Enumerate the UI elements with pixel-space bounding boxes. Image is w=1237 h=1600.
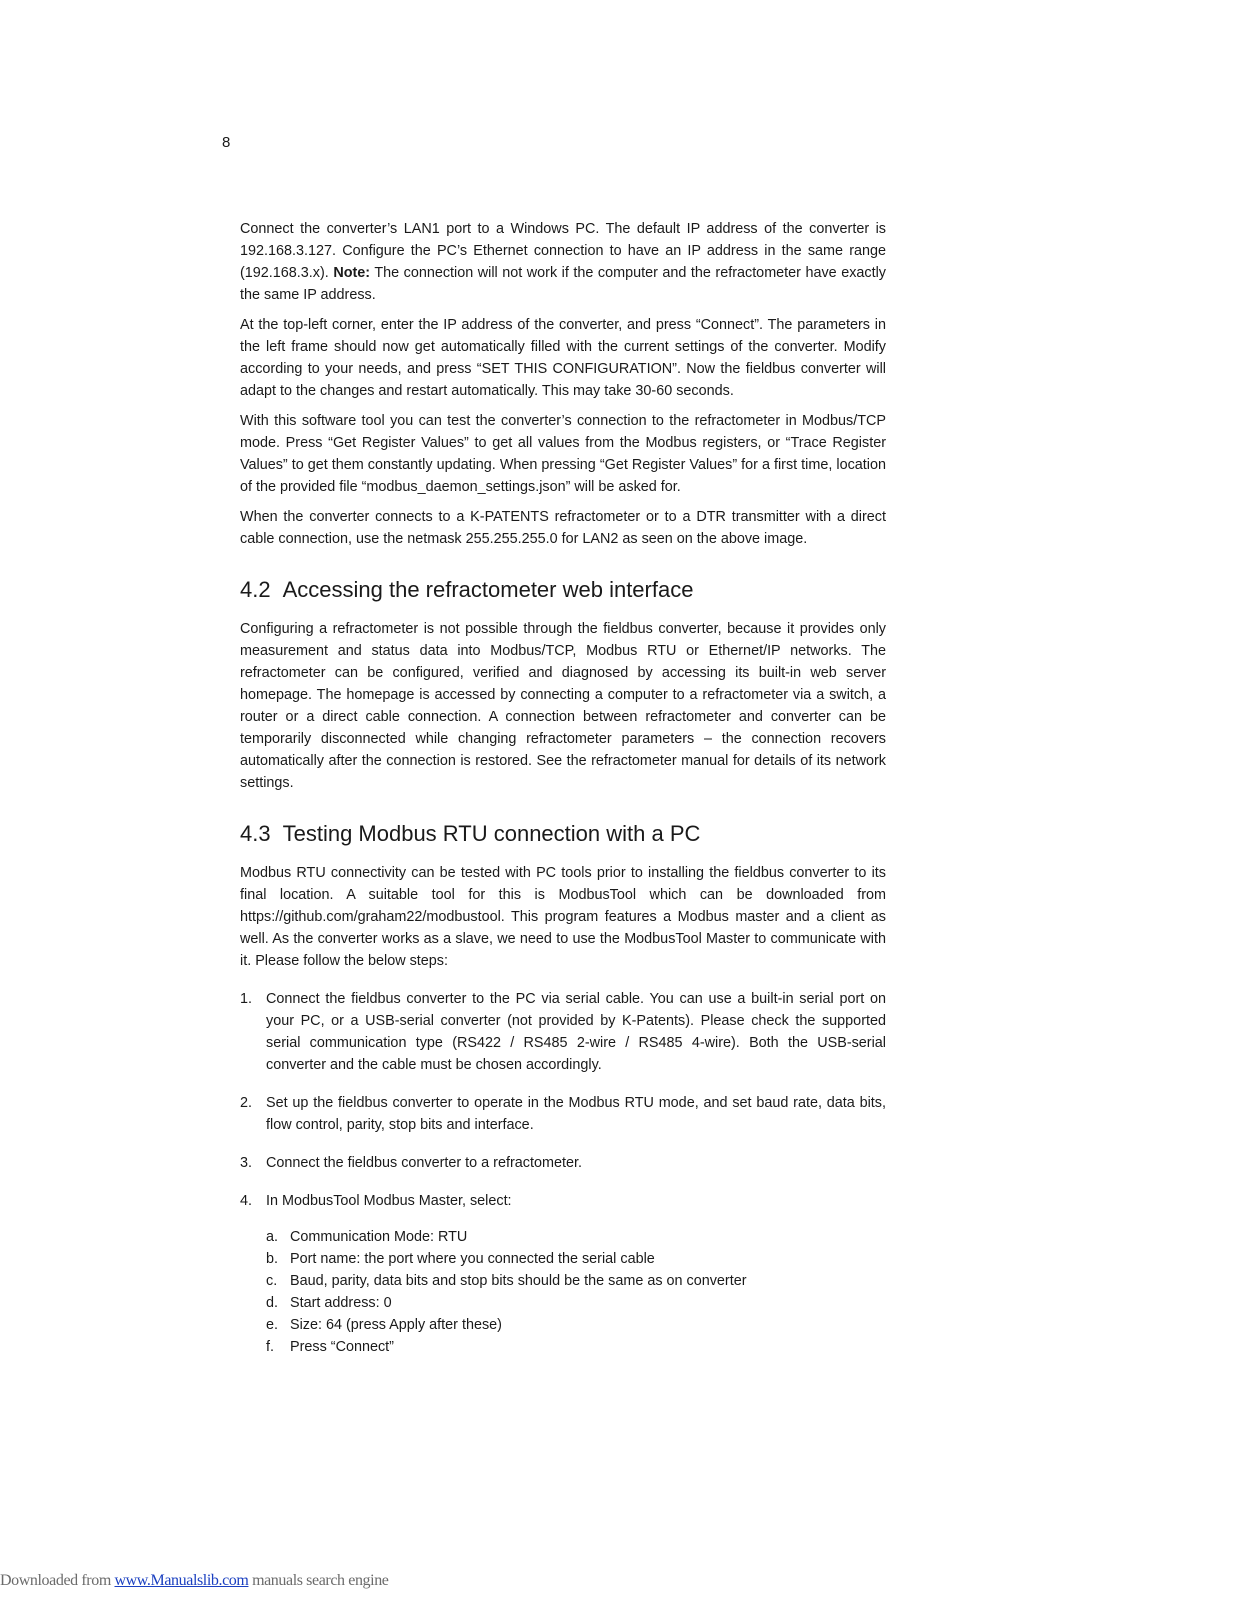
section-number: 4.3	[240, 821, 271, 846]
step-number: 4.	[240, 1193, 253, 1209]
manualslib-link[interactable]: www.Manualslib.com	[114, 1572, 249, 1589]
substep-text: Port name: the port where you connected the serial cable	[290, 1251, 655, 1267]
substep-letter: d.	[266, 1295, 279, 1311]
substep-text: Size: 64 (press Apply after these)	[290, 1317, 502, 1333]
paragraph-connect-lan1	[240, 218, 886, 306]
list-item	[266, 1336, 886, 1358]
list-item	[240, 1190, 886, 1358]
paragraph-netmask: When the converter connects to a K-PATENTS refractometer or to a DTR transmitter with a direct cable connection, use the netmask 255.255.255.0 for LAN2 as seen on the above image.	[240, 509, 886, 547]
list-item	[240, 1092, 886, 1136]
step-text: Connect the fieldbus converter to the PC via serial cable. You can use a built-in serial port on your PC, or a USB-serial converter (not provided by K-Patents). Please check the supported serial communication type (RS422 / RS485 2-wire / RS485 4-wire). Both the USB-serial converter and the cable must be chosen accordingly.	[266, 991, 886, 1073]
section-number: 4.2	[240, 577, 271, 602]
list-item	[266, 1248, 886, 1270]
substep-letter: e.	[266, 1317, 279, 1333]
download-footer	[0, 1571, 389, 1591]
section-heading-4-2	[240, 576, 886, 604]
steps-list	[240, 988, 886, 1358]
footer-prefix: Downloaded from	[0, 1572, 111, 1589]
step-text: Connect the fieldbus converter to a refractometer.	[266, 1155, 582, 1171]
paragraph-software-tool: With this software tool you can test the converter’s connection to the refractometer in Modbus/TCP mode. Press “Get Register Values” to get all values from the Modbus registers, or “Trace Register Values” to get them constantly updating. When pressing “Get Register Values” for a first time, location of the provided file “modbus_daemon_settings.json” will be asked for.	[240, 413, 886, 495]
substep-text: Start address: 0	[290, 1295, 392, 1311]
page-number: 8	[222, 134, 231, 151]
note-label: Note:	[333, 265, 371, 281]
substep-text: Baud, parity, data bits and stop bits should be the same as on converter	[290, 1273, 747, 1289]
footer-suffix: manuals search engine	[252, 1572, 389, 1589]
substeps-list	[266, 1226, 886, 1358]
list-item	[266, 1314, 886, 1336]
step-number: 1.	[240, 991, 253, 1007]
substep-letter: b.	[266, 1251, 279, 1267]
substep-text: Communication Mode: RTU	[290, 1229, 468, 1245]
section-title: Accessing the refractometer web interface	[282, 577, 694, 602]
list-item	[266, 1226, 886, 1248]
paragraph-set-configuration: At the top-left corner, enter the IP address of the converter, and press “Connect”. The parameters in the left frame should now get automatically filled with the current settings of the converter. Modify according to your needs, and press “SET THIS CONFIGURATION”. Now the fieldbus converter will adapt to the changes and restart automatically. This may take 30-60 seconds.	[240, 317, 886, 399]
list-item	[266, 1292, 886, 1314]
substep-letter: a.	[266, 1229, 279, 1245]
section-title: Testing Modbus RTU connection with a PC	[282, 821, 701, 846]
step-text: In ModbusTool Modbus Master, select:	[266, 1193, 512, 1209]
substep-letter: f.	[266, 1339, 274, 1355]
substep-letter: c.	[266, 1273, 278, 1289]
step-number: 2.	[240, 1095, 253, 1111]
list-item	[240, 988, 886, 1076]
section-heading-4-3	[240, 820, 886, 848]
substep-text: Press “Connect”	[290, 1339, 394, 1355]
paragraph-web-interface: Configuring a refractometer is not possible through the fieldbus converter, because it provides only measurement and status data into Modbus/TCP, Modbus RTU or Ethernet/IP networks. The refractometer can be configured, verified and diagnosed by accessing its built-in web server homepage. The homepage is accessed by connecting a computer to a refractometer via a switch, a router or a direct cable connection. A connection between refractometer and converter can be temporarily disconnected while changing refractometer parameters – the connection recovers automatically after the connection is restored. See the refractometer manual for details of its network settings.	[240, 621, 886, 791]
list-item	[266, 1270, 886, 1292]
paragraph-modbus-rtu: Modbus RTU connectivity can be tested with PC tools prior to installing the fieldbus converter to its final location. A suitable tool for this is ModbusTool which can be downloaded from https://github.com/graham22/modbustool. This program features a Modbus master and a client as well. As the converter works as a slave, we need to use the ModbusTool Master to communicate with it. Please follow the below steps:	[240, 865, 886, 969]
step-text: Set up the fieldbus converter to operate in the Modbus RTU mode, and set baud rate, data bits, flow control, parity, stop bits and interface.	[266, 1095, 886, 1133]
note-text: The connection will not work if the computer and the refractometer have exactly the same IP address.	[240, 265, 886, 303]
list-item	[240, 1152, 886, 1174]
document-body	[240, 218, 886, 1374]
paragraph-text: Connect the converter’s LAN1 port to a Windows PC. The default IP address of the converter is 192.168.3.127. Configure the PC’s Ethernet connection to have an IP address in the same range (192.168.3.x).	[240, 221, 886, 281]
step-number: 3.	[240, 1155, 253, 1171]
